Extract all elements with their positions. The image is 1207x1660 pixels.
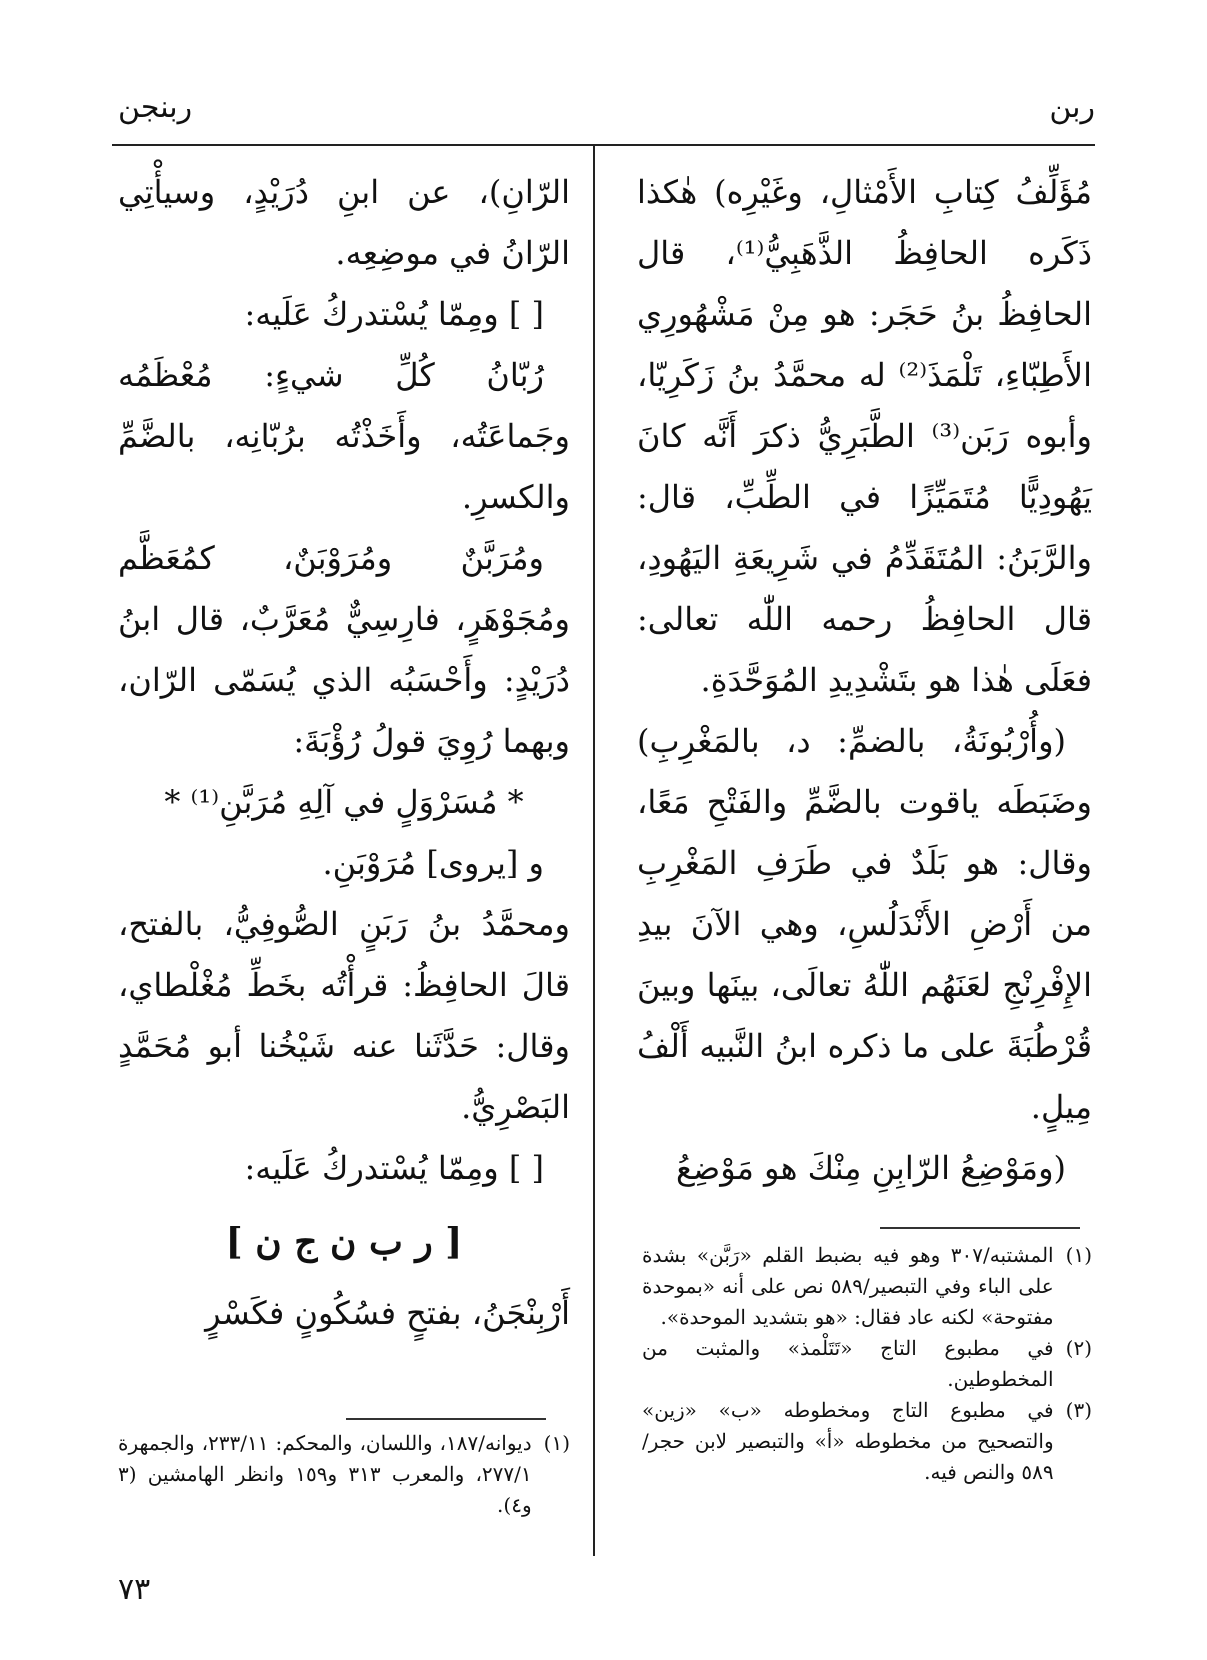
footnote-item xyxy=(118,1428,570,1521)
mustadrak-heading-2: [ ] ومِمّا يُسْتدركُ عَلَيه: xyxy=(244,1149,544,1187)
footnote-text: ديوانه/١٨٧، واللسان، والمحكم: ٢٣٣/١١، والجمهرة ٢٧٧/١، والمعرب ٣١٣ و١٥٩ وانظر الهامشين (٣ و٤). xyxy=(118,1431,532,1517)
verse-line: * مُسَرْوَلٍ في آلِهِ مُرَبَّنِ⁽¹⁾ * xyxy=(164,783,524,821)
footnotes-left xyxy=(118,1428,570,1521)
mustadrak-heading-1: [ ] ومِمّا يُسْتدركُ عَلَيه: xyxy=(244,295,544,333)
column-divider xyxy=(593,146,595,1556)
footnote-text: في مطبوع التاج «تَتَلْمذ» والمثبت من المخطوطين. xyxy=(642,1336,1054,1391)
header-rule xyxy=(112,144,1095,146)
running-header-left: ربنجن xyxy=(118,90,193,125)
footnote-item xyxy=(642,1395,1092,1488)
footnote-number: (١) xyxy=(543,1431,570,1455)
entry-heading: [ ر ب ن ج ن ] xyxy=(225,1221,463,1263)
left-paragraph-5: ومحمَّدُ بنُ رَبَنٍ الصُّوفِيُّ، بالفتح، قالَ الحافِظُ: قرأْتُه بخَطِّ مُغْلْطاي، وقال: حَدَّثَنا عنه شَيْخُنا أبو مُحَمَّدٍ البَصْرِيُّ. xyxy=(118,905,570,1126)
footnote-text: في مطبوع التاج ومخطوطه «ب» «زين» والتصحيح من مخطوطه «أ» والتبصير لابن حجر/٥٨٩ والنص فيه. xyxy=(642,1398,1054,1484)
footnote-text: المشتبه/٣٠٧ وهو فيه بضبط القلم «رَبَّن» بشدة على الباء وفي التبصير/٥٨٩ نص على أنه «بموحدة مفتوحة» لكنه عاد فقال: «هو بتشديد الموحدة». xyxy=(642,1243,1054,1329)
right-paragraph-2: (وأُرْبُونَةُ، بالضمِّ: د، بالمَغْرِبِ) وضَبَطَه ياقوت بالضَّمِّ والفَتْحِ مَعًا، وقال: هو بَلَدٌ في طَرَفِ المَغْرِبِ من أَرْضِ الأَنْدَلُسِ، وهي الآنَ بيدِ الإِفْرِنْجِ لعَنَهُم اللّٰهُ تعالَى، بينَها وبينَ قُرْطُبَةَ على ما ذكره ابنُ النَّبيه أَلْفُ مِيلٍ. xyxy=(637,722,1092,1126)
footnote-item xyxy=(642,1240,1092,1333)
footnote-number: (٣) xyxy=(1065,1398,1092,1422)
left-paragraph-4: و [يروى] مُرَوْبَنِ. xyxy=(322,844,544,882)
left-column xyxy=(118,162,570,1344)
footnote-number: (١) xyxy=(1065,1243,1092,1267)
page-number: ٧٣ xyxy=(118,1572,151,1607)
left-paragraph-3: ومُرَبَّنٌ ومُرَوْبَنٌ، كمُعَظَّم ومُجَوْهَرٍ، فارِسِيٌّ مُعَرَّبٌ، قال ابنُ دُرَيْدٍ: وأَحْسَبُه الذي يُسَمّى الرّان، وبهما رُوِيَ قولُ رُؤْبَةَ: xyxy=(118,539,570,760)
footnote-rule-right xyxy=(880,1227,1080,1229)
left-paragraph-2: رُبّانُ كُلِّ شيءٍ: مُعْظَمُه وجَماعَتُه، وأَخَذْتُه برُبّانِه، بالضَّمِّ والكسرِ. xyxy=(118,356,570,516)
right-column xyxy=(637,162,1092,1199)
footnote-item xyxy=(642,1333,1092,1395)
running-header-right: ربن xyxy=(1049,90,1095,125)
right-paragraph-3: (ومَوْضِعُ الرّابِنِ مِنْكَ هو مَوْضِعُ xyxy=(676,1149,1066,1187)
footnote-rule-left xyxy=(346,1418,546,1420)
footnotes-right xyxy=(642,1240,1092,1488)
right-paragraph-1: مُؤَلِّفُ كِتابِ الأَمْثالِ، وغَيْرِه) هٰكذا ذَكَره الحافِظُ الذَّهَبِيُّ⁽¹⁾، قال الحافِظُ بنُ حَجَر: هو مِنْ مَشْهُورِي الأَطِبّاءِ، تَلْمَذَ⁽²⁾ له محمَّدُ بنُ زَكَرِيّا، وأبوه رَبَن⁽³⁾ الطَّبَرِيُّ ذكرَ أَنَّه كانَ يَهُودِيًّا مُتَمَيِّزًا في الطِّبِّ، قال: والرَّبَنُ: المُتَقَدِّمُ في شَرِيعَةِ اليَهُودِ، قال الحافِظُ رحمه اللّٰه تعالى: فعَلَى هٰذا هو بتَشْدِيدِ المُوَحَّدَةِ. xyxy=(637,173,1092,699)
left-paragraph-1: الرّانِ)، عن ابنِ دُرَيْدٍ، وسيأْتِي الرّانُ في موضِعِه. xyxy=(118,173,570,272)
left-paragraph-6: أَرْبِنْجَنُ، بفتحٍ فسُكُونٍ فكَسْرٍ xyxy=(205,1294,570,1332)
footnote-number: (٢) xyxy=(1065,1336,1092,1360)
